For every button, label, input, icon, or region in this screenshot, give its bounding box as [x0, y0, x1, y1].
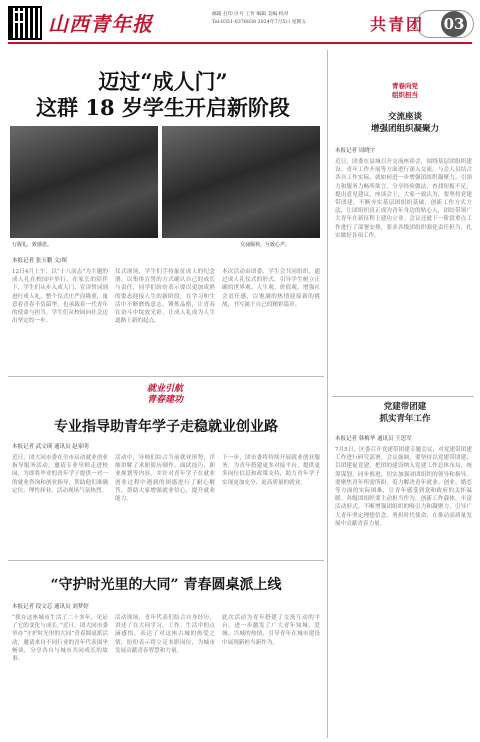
article2-column-2: 活动中，导师们结合当前就业形势，详细讲解了求职简历制作、面试技巧、职业规划等内容，并针对青年学子在就业创业过程中遇到的困惑进行了耐心解答，帮助大家增强就业信心，提升就业能力。 [115, 455, 215, 503]
article-divider-2 [8, 560, 324, 561]
sidebar1-byline: 本报记者 周晓宇 [335, 148, 376, 154]
article2-column-1: 近日，团大同市委在全市启动就业创业指导服务活动，邀请专业导师走进校园，为即将毕业的青年学子提供一对一的就业咨询和创业指导，帮助他们准确定位、理性择业。活动现场气氛热烈。 [12, 455, 108, 494]
section-name: 共青团 [370, 15, 425, 34]
header-meta-line2: Tel:0351-0378838 2024年7月5日 星期五 [212, 20, 307, 25]
article3-column-2: 活动现场，青年代表们结合自身经历，讲述了在大同学习、工作、生活中的点滴感悟，表达了对这座古城的热爱之情，纷纷表示将立足本职岗位，为城市发展贡献青春智慧和力量。 [115, 615, 215, 654]
sidebar2-title-line2: 抓实青年工作 [379, 414, 431, 424]
article1-byline: 本报记者 张玉鹏 文/图 [12, 258, 67, 264]
article1-photo-2 [162, 126, 320, 238]
article-divider-1 [8, 376, 324, 377]
sidebar-divider [332, 396, 474, 397]
sidebar1-title-line2: 增强团组织凝聚力 [370, 124, 439, 134]
sidebar1-badge-line2: 组织担当 [392, 91, 418, 99]
sidebar2-text: 7月5日，区委召开党建带团建专题会议，对党建带团建工作进行研究部署。会议强调，要坚持以党建带团建、以团建促党建，把团的建设纳入党建工作总体布局，统筹谋划、同步推进，切实加强对团组织的领导和指导。要聚焦青年所需所盼，着力解决青年就业、创业、婚恋等方面的实际困难，让青年感受到党和政府的关怀温暖。各级团组织要主动担当作为，创新工作载体，丰富活动形式，不断增强团组织的吸引力和凝聚力，引导广大青年坚定理想信念，勇担时代使命，在推动高质量发展中贡献青春力量。 [335, 447, 472, 527]
sidebar1-title-line1: 交流座谈 [387, 112, 422, 122]
header-rule [8, 42, 472, 44]
article1-title-line1: 迈过“成人门” [98, 69, 228, 94]
article2-byline: 本报记者 武文瑛 通讯员 赵家明 [12, 444, 89, 450]
article2-tag-line1: 就业引航 [146, 384, 183, 394]
article3-column-3: 此次活动为青年搭建了交流互动的平台，进一步激发了广大青年知城、爱城、兴城的热情，引导青年在城市建设中展现新担当新作为。 [222, 615, 320, 646]
article3-byline: 本报记者 段文芯 通讯员 刘梦婷 [12, 604, 89, 610]
article1-column-2: 仪式现场，学生们手持象征成人的纪念册，以集体宣誓的方式确认自己的成长与责任，同学们纷纷表示要以更加成熟的姿态迎接人生的新阶段，在学习和生活中不断磨炼意志、锤炼品格，让青春在奋斗中绽放光彩，让成人礼成为人生道路上新的起点。 [115, 269, 215, 325]
article1-column-1: 12日4月上午，以“十八而志”为主题的成人礼在校园中举行，在家长的陪伴下，学生们从步入成人门、宣读誓词到进行成人礼，整个仪式庄严而隆重，寓意着青春不负韶华，也承载着一代青年的使命与担当。学生们从校园向社会迈出坚定的一步。 [12, 269, 108, 325]
page-number-badge [416, 10, 474, 38]
newspaper-masthead: 山西青年报 [48, 12, 153, 36]
article2-tag-line2: 青春建功 [146, 395, 183, 405]
article1-photo-1 [10, 126, 158, 238]
header-meta-line1: 邮箱 打印 区号 工作 编辑 美编 校对 [212, 12, 289, 17]
article2-column-3: 下一步，团市委将持续开展就业创业服务，为青年搭建更多对接平台，提供更多岗位信息和政策支持，助力青年学子实现更加充分、更高质量的就业。 [222, 455, 320, 486]
article2-title: 专业指导助青年学子走稳就业创业路 [54, 419, 278, 435]
sidebar2-title-line1: 党建带团建 [383, 402, 427, 412]
article1-photo2-caption: 交诵佩袂，互致心声。 [240, 242, 291, 248]
qr-code [8, 6, 42, 40]
column-divider [327, 50, 328, 738]
sidebar1-badge-line1: 青春向党 [392, 82, 418, 90]
article3-column-1: “我在这座城市生活了二十多年，见证了它的变化与成长。”近日，团大同市委举办“守护时光里的大同”青春圆桌派活动，邀请来自不同行业的青年代表围坐畅谈，分享各自与城市共同成长的故事。 [12, 615, 108, 663]
page-number: 03 [441, 11, 467, 37]
sidebar1-text: 近日，团委在县城召开交流座谈会，围绕基层团组织建设、青年工作开展等方面进行深入交流。与会人员结合各自工作实际，就如何进一步增强团组织凝聚力、引领力和服务力畅所欲言，分享经验做法，查找短板不足，提出意见建议。座谈会上，大家一致认为，要坚持党建带团建，不断夯实基层团组织基础，创新工作方式方法，让团组织真正成为青年身边的贴心人，团结带领广大青年在新征程上建功立业。会议还就下一阶段重点工作进行了部署安排，要求各级团组织强化责任担当，扎实做好各项工作。 [335, 159, 472, 239]
article1-title-line2: 这群 18 岁学生开启新阶段 [36, 95, 290, 120]
sidebar2-byline: 本报记者 韩梅华 通讯员 王思军 [335, 436, 412, 442]
article3-title: “守护时光里的大同” 青春圆桌派上线 [50, 577, 282, 593]
article1-photo1-caption: 行握礼，致感恩。 [12, 242, 53, 248]
article1-column-3: 本次活动由团委、学生会共同组织，通过成人礼仪式的形式，引导学生树立正确的世界观、人生观、价值观，增强社会责任感，以饱满的热情迎接新的挑战，书写属于自己的精彩篇章。 [222, 269, 320, 308]
